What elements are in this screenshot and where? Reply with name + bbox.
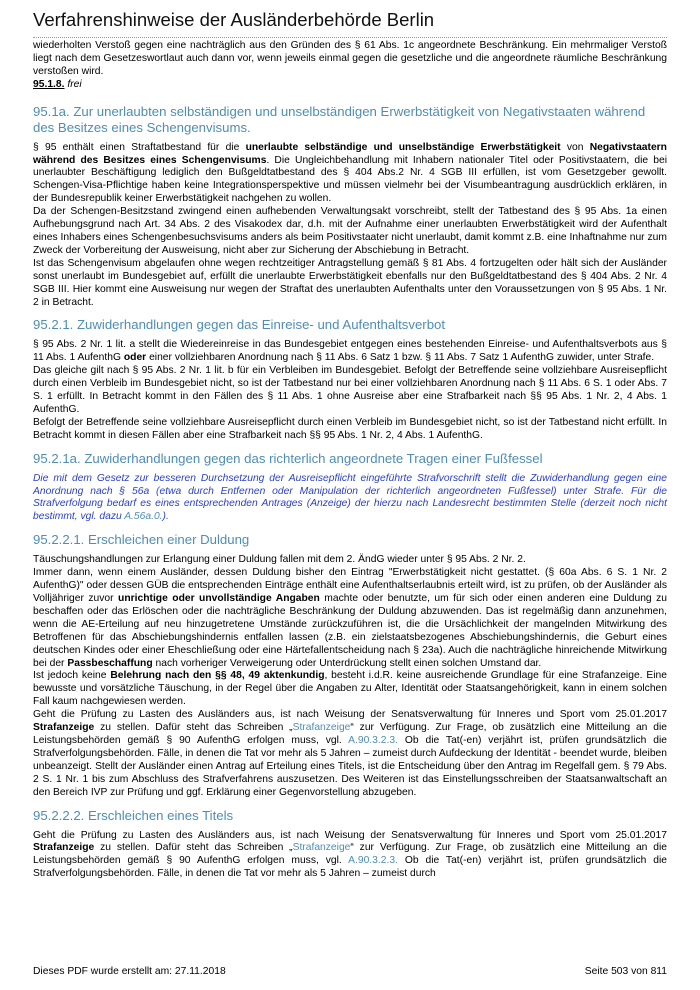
paragraph: Befolgt der Betreffende seine vollziehbare Ausreisepflicht durch einen Verbleib im Bundesgebiet nicht, so ist der Tatbestand nicht erfüllt. In Betracht kommt in diesen Fällen aber eine Strafbarkeit nach §§ 95 Abs. 1 Nr. 2, 4 Abs. 1 AufenthG.: [33, 416, 667, 441]
document-body: [33, 40, 667, 881]
paragraph: Täuschungshandlungen zur Erlangung einer Duldung fallen mit dem 2. ÄndG wieder unter § 95 Abs. 2 Nr. 2.: [33, 554, 526, 566]
link-strafanzeige[interactable]: Strafanzeige: [292, 722, 351, 734]
section-heading-95-1a: 95.1a. Zur unerlaubten selbständigen und unselbständigen Erwerbstätigkeit von Negativstaaten während des Besitzes eines Schengenvisums.: [33, 103, 646, 135]
paragraph: Das gleiche gilt nach § 95 Abs. 2 Nr. 1 lit. b für ein Verbleiben im Bundesgebiet. Befolgt der Betreffende seine vollziehbare Ausreisepflicht durch einen Verbleib im Bundesgebiet nicht, so ist der Tatbestand nur bei einer vollziehbaren Anordnung nach § 11 Abs. 6 S. 1 oder Abs. 7 S. 1 erfüllt. In Betracht kommt in den Fällen des § 11 Abs. 1 ohne Ausreise aber eine Strafbarkeit nach §§ 95 Abs. 1 Nr. 2, 4 Abs. 1 AufenthG.: [33, 365, 667, 415]
page-footer: [33, 966, 667, 977]
paragraph: Da der Schengen-Besitzstand zwingend einen aufhebenden Verwaltungsakt vorschreibt, stellt der Tatbestand des § 95 Abs. 1a einen Aufhebungsgrund nach Art. 34 Abs. 2 des Visakodex dar, d.h. mit der Aufnahme einer unerlaubten Erwerbstätigkeit wird der Aufenthalt eines Inhabers eines Schengenbesuchsvisums anders als beim Positivstaater nicht unerlaubt, damit kommt z.B. eine Inhaftnahme nur zum Zweck der Vorbereitung der Ausweisung, nicht aber zur Sicherung der Abschiebung in Betracht.: [33, 206, 667, 256]
paragraph: Ist jedoch keine Belehrung nach den §§ 48, 49 aktenkundig, besteht i.d.R. keine ausreichende Grundlage für eine Strafanzeige. Eine bewusste und vorsätzliche Täuschung, in der Regel über die Angaben zu Alter, Identität oder Staatsangehörigkeit, kann in einem solchen Fall kaum nachgewiesen werden.: [33, 670, 667, 708]
paragraph: Geht die Prüfung zu Lasten des Ausländers aus, ist nach Weisung der Senatsverwaltung für Inneres und Sport vom 25.01.2017 Strafanzeige zu stellen. Dafür steht das Schreiben „Strafanzeige“ zur Verfügung. Zur Frage, ob zusätzlich eine Mitteilung an die Leistungsbehörden gemäß § 90 AufenthG erfolgen muss, vgl. A.90.3.2.3. Ob die Tat(-en) verjährt ist, prüfen grundsätzlich die Strafverfolgungsbehörden. Fälle, in denen die Tat vor mehr als 5 Jahren – zumeist durch: [33, 829, 667, 880]
subsection-number: 95.1.8.: [33, 78, 65, 90]
footer-page-number: Seite 503 von 811: [584, 966, 667, 977]
section-heading-95-2-2-1: 95.2.2.1. Erschleichen einer Duldung: [33, 532, 250, 548]
section-heading-95-2-1a: 95.2.1a. Zuwiderhandlungen gegen das richterlich angeordnete Tragen einer Fußfessel: [33, 450, 543, 466]
section-heading-95-2-1: 95.2.1. Zuwiderhandlungen gegen das Einreise- und Aufenthaltsverbot: [33, 317, 446, 333]
link-strafanzeige[interactable]: Strafanzeige: [292, 842, 351, 854]
page-header: Verfahrenshinweise der Ausländerbehörde Berlin: [33, 9, 667, 38]
link-a90-3-2-3[interactable]: A.90.3.2.3.: [348, 855, 398, 867]
footer-created-date: Dieses PDF wurde erstellt am: 27.11.2018: [33, 966, 226, 977]
subsection-text: frei: [67, 78, 82, 90]
paragraph: § 95 enthält einen Straftatbestand für die unerlaubte selbständige und unselbständige Erwerbstätigkeit von Negativstaatern während des Besitzes eines Schengenvisums. Die Ungleichbehandlung mit Inhabern nationaler Titel oder Positivstaatern, die bei unerlaubter Beschäftigung lediglich den Bußgeldtatbestand des § 404 Abs.2 Nr. 4 SGB III erfüllen, ist vom Gesetzgeber gewollt. Schengen-Visa-Pflichtige haben keine Integrationsperspektive und müssen vielmehr bei der Visumbeantragung ausdrücklich erklären, in der Bundesrepublik keiner Erwerbstätigkeit nachgehen zu wollen.: [33, 141, 667, 205]
link-a90-3-2-3[interactable]: A.90.3.2.3.: [348, 734, 398, 746]
link-a56a[interactable]: A.56a.0.: [124, 511, 163, 523]
section-heading-95-2-2-2: 95.2.2.2. Erschleichen eines Titels: [33, 807, 234, 823]
paragraph: Die mit dem Gesetz zur besseren Durchsetzung der Ausreisepflicht eingeführte Strafvorschrift stellt die Zuwiderhandlung gegen eine Anordnung nach § 56a (etwa durch Entfernen oder Manipulation der richterlich angeordneten Fußfessel) unter Strafe. Für die Strafverfolgung bedarf es eines entsprechenden Antrages (Anzeige) der hierzu nach Landesrecht bestimmten Stelle (derzeit noch nicht bestimmt, vgl. dazu A.56a.0.).: [33, 472, 667, 523]
paragraph: Geht die Prüfung zu Lasten des Ausländers aus, ist nach Weisung der Senatsverwaltung für Inneres und Sport vom 25.01.2017 Strafanzeige zu stellen. Dafür steht das Schreiben „Strafanzeige“ zur Verfügung. Zur Frage, ob zusätzlich eine Mitteilung an die Leistungsbehörden gemäß § 90 AufenthG erfolgen muss, vgl. A.90.3.2.3. Ob die Tat(-en) verjährt ist, prüfen grundsätzlich die Strafverfolgungsbehörden. Fälle, in denen die Tat vor mehr als 5 Jahren – zumeist durch Aufdeckung der Identität - beendet wurde, bleiben unbeanzeigt. Stellt der Ausländer einen Antrag auf Erteilung eines Titels, ist die Entscheidung über den Antrag im Regelfall gem. § 79 Abs. 2 S. 1 Nr. 1 bis zum Abschluss des Strafverfahrens auszusetzen. Des Weiteren ist das Einstellungsschreiben der Staatsanwaltschaft an den Bereich IVP zur Prüfung und ggf. Erklärung einer Gegenvorstellung abzugeben.: [33, 709, 667, 798]
subsection-heading: [33, 79, 667, 92]
paragraph: Immer dann, wenn einem Ausländer, dessen Duldung bisher den Eintrag "Erwerbstätigkeit nicht gestattet. (§ 60a Abs. 6 S. 1 Nr. 2 AufenthG)" oder dessen GÜB die entsprechenden Einträge enthält eine Aufenthaltserlaubnis erteilt wird, ist zu prüfen, ob der Ausländer als Volljähriger zuvor unrichtige oder unvollständige Angaben machte oder benutzte, um für sich oder einen anderen eine Duldung zu beschaffen oder das Erlöschen oder die nachträgliche Beschränkung der Duldung abzuwenden. Das ist regelmäßig dann anzunehmen, wenn die AE-Erteilung auf neu hinzugetretene Umstände zurückzuführen ist, die die Ursächlichkeit der mangelnden Mitwirkung des Betroffenen für das Abschiebungshindernis entfallen lassen (z.B. ein zielstaatsbezogenes Abschiebungshindernis, die Geburt eines deutschen Kindes oder einer Eheschließung oder eine Härtefallentscheidung nach § 23a). Auch die nachträgliche hinreichende Mitwirkung bei der Passbeschaffung nach vorheriger Verweigerung oder Unterdrückung stellt einen solchen Umstand dar.: [33, 567, 667, 669]
paragraph: wiederholten Verstoß gegen eine nachträglich aus den Gründen des § 61 Abs. 1c angeordnete Beschränkung. Ein mehrmaliger Verstoß liegt nach dem Gesetzeswortlaut auch dann vor, wenn jeweils einmal gegen die gesetzliche und die angeordnete räumliche Beschränkung verstoßen wird.: [33, 40, 667, 77]
paragraph: § 95 Abs. 2 Nr. 1 lit. a stellt die Wiedereinreise in das Bundesgebiet entgegen eines bestehenden Einreise- und Aufenthaltsverbots aus § 11 Abs. 1 AufenthG oder einer vollziehbaren Anordnung nach § 11 Abs. 6 Satz 1 bzw. § 11 Abs. 7 Satz 1 AufenthG zuwider, unter Strafe.: [33, 339, 667, 364]
paragraph: Ist das Schengenvisum abgelaufen ohne wegen rechtzeitiger Antragstellung gemäß § 81 Abs. 4 fortzugelten oder hält sich der Ausländer sonst unerlaubt im Bundesgebiet auf, erfüllt die unerlaubte Erwerbstätigkeit ebenfalls nur den Bußgeldtatbestand des § 404 Abs. 2 Nr. 4 SGB III. Hier kommt eine Ausweisung nur wegen der Straftat des unerlaubten Aufenthalts unter den Voraussetzungen von § 95 Abs. 1 Nr. 2 in Betracht.: [33, 257, 667, 308]
